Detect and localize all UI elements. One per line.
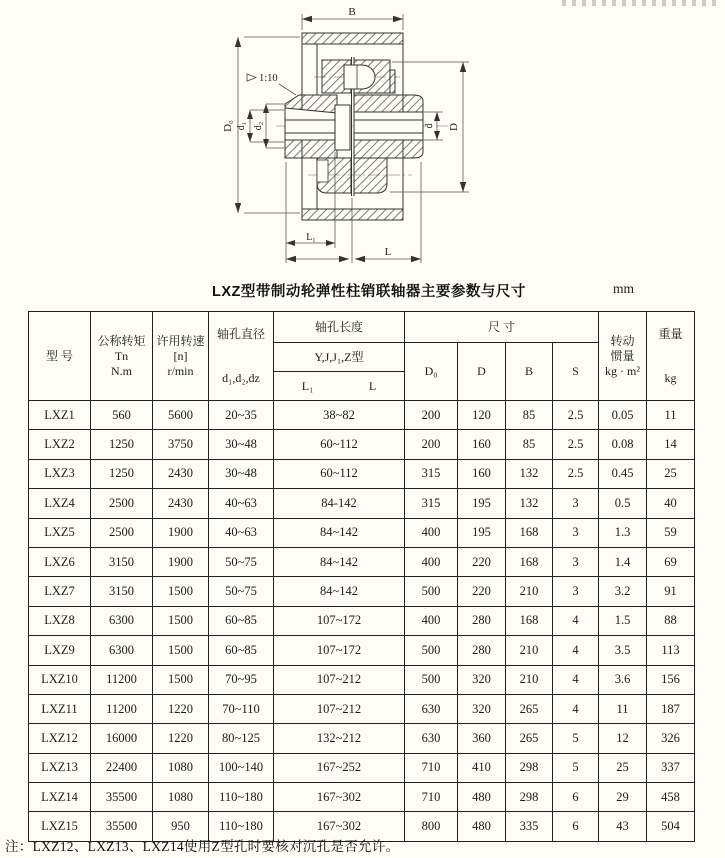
table-cell: 187 [647,694,695,723]
table-cell: 107~212 [274,665,405,694]
table-cell: 110~180 [209,783,274,812]
unit-label: mm [613,281,635,296]
table-body [29,401,695,842]
weight-line1: 重量 [658,326,683,341]
table-cell: LXZ4 [29,489,91,518]
technical-drawing [0,0,725,272]
table-cell: 6 [553,812,599,841]
table-cell: 265 [506,724,553,753]
table-cell: 500 [405,665,458,694]
table-cell: 25 [647,459,695,488]
table-cell: 70~95 [209,665,274,694]
table-cell: 132 [506,459,553,488]
dim-label-l: L [384,246,392,258]
table-cell: 14 [647,430,695,459]
table-cell: 3750 [153,430,209,459]
speed-line2: [n] [173,348,188,363]
table-cell: 6300 [91,606,153,635]
table-cell: 84~142 [274,547,405,576]
table-cell: 3150 [91,577,153,606]
table-cell: 265 [506,694,553,723]
col-header-weight [647,312,695,401]
table-cell: 0.05 [599,401,647,430]
table-cell: 60~112 [274,430,405,459]
table-cell: LXZ10 [29,665,91,694]
table-cell: 500 [405,577,458,606]
inertia-line1: 转动 [610,333,635,348]
table-cell: 1250 [91,430,153,459]
table-cell: 132 [506,489,553,518]
table-cell: 84~142 [274,577,405,606]
table-cell: LXZ13 [29,753,91,782]
table-cell: 91 [647,577,695,606]
table-cell: 1250 [91,459,153,488]
table-cell: 2.5 [553,459,599,488]
table-cell: 200 [405,430,458,459]
table-cell: LXZ8 [29,606,91,635]
taper-label: 1:10 [259,73,278,84]
col-header-speed [153,312,209,401]
col-header-dimensions [405,312,599,343]
table-cell: 1080 [153,753,209,782]
table-cell: LXZ14 [29,783,91,812]
table-cell: 4 [553,636,599,665]
table-cell: LXZ1 [29,401,91,430]
d0-label: D₀ [424,364,438,378]
table-cell: 3.6 [599,665,647,694]
table-cell: 210 [506,636,553,665]
table-cell: 168 [506,518,553,547]
table-cell: 4 [553,606,599,635]
table-row [29,783,695,812]
table-cell: LXZ2 [29,430,91,459]
table-cell: 113 [647,636,695,665]
table-cell: 3 [553,547,599,576]
table-cell: 1.5 [599,606,647,635]
upper-flanges [322,60,395,93]
table-cell: 320 [458,665,506,694]
table-cell: LXZ6 [29,547,91,576]
l1-label: L₁ [301,378,314,393]
col-header-model-label: 型 号 [45,348,73,363]
right-hub [354,95,423,158]
table-cell: 400 [405,606,458,635]
bore-line2: d₁,d₂,dz [222,370,260,385]
table-row [29,518,695,547]
table-cell: 12 [599,724,647,753]
table-row [29,459,695,488]
table-cell: 1220 [153,724,209,753]
table-cell: 220 [458,547,506,576]
table-cell: 69 [647,547,695,576]
table-row [29,430,695,459]
table-cell: 4 [553,694,599,723]
col-header-s [553,343,599,401]
table-cell: 88 [647,606,695,635]
table-cell: 1220 [153,694,209,723]
table-cell: 11 [599,694,647,723]
table-cell: 210 [506,577,553,606]
table-cell: 315 [405,489,458,518]
table-row [29,401,695,430]
table-cell: 2430 [153,489,209,518]
table-cell: 400 [405,547,458,576]
table-cell: 60~85 [209,606,274,635]
col-header-bore-dia [209,312,274,401]
table-cell: 1900 [153,547,209,576]
table-cell: 2500 [91,489,153,518]
table-cell: 5600 [153,401,209,430]
table-cell: 40~63 [209,518,274,547]
col-header-d0 [405,343,458,401]
dim-label-d1: d₁ [236,121,247,131]
table-cell: 410 [458,753,506,782]
table-cell: 480 [458,812,506,841]
table-cell: 1500 [153,636,209,665]
b-label: B [524,364,533,378]
table-cell: 3 [553,518,599,547]
table-cell: 168 [506,606,553,635]
table-cell: 43 [599,812,647,841]
table-cell: 337 [647,753,695,782]
table-cell: LXZ15 [29,812,91,841]
table-cell: 560 [91,401,153,430]
table-cell: 1500 [153,577,209,606]
table-cell: 132~212 [274,724,405,753]
table-cell: 326 [647,724,695,753]
d-label: D [477,364,486,378]
dim-label-big-d: D [448,123,460,131]
pin-boss [335,105,350,150]
table-cell: 11200 [91,665,153,694]
table-cell: 3.5 [599,636,647,665]
table-cell: 280 [458,606,506,635]
table-cell: 360 [458,724,506,753]
table-cell: 710 [405,783,458,812]
table-cell: 500 [405,636,458,665]
table-cell: 167~302 [274,812,405,841]
page-title: LXZ型带制动轮弹性柱销联轴器主要参数与尺寸 [212,284,526,300]
table-cell: 84~142 [274,518,405,547]
table-cell: 0.08 [599,430,647,459]
dimensions-label: 尺 寸 [488,319,516,334]
table-row [29,636,695,665]
table-cell: 40~63 [209,489,274,518]
table-cell: 0.5 [599,489,647,518]
table-cell: 3 [553,489,599,518]
table-cell: 280 [458,636,506,665]
table-cell: 2.5 [553,401,599,430]
speed-line3: r/min [167,363,194,378]
table-cell: 20~35 [209,401,274,430]
table-cell: 16000 [91,724,153,753]
parameters-table [28,311,695,842]
table-cell: LXZ12 [29,724,91,753]
table-cell: 160 [458,459,506,488]
table-cell: 200 [405,401,458,430]
table-cell: 107~172 [274,606,405,635]
table-cell: LXZ3 [29,459,91,488]
table-row [29,577,695,606]
table-cell: 5 [553,724,599,753]
table-cell: 35500 [91,812,153,841]
table-cell: 29 [599,783,647,812]
table-cell: 11 [647,401,695,430]
table-cell: 800 [405,812,458,841]
table-cell: 2500 [91,518,153,547]
table-cell: 4 [553,665,599,694]
table-cell: 160 [458,430,506,459]
table-cell: 84-142 [274,489,405,518]
table-cell: 1500 [153,665,209,694]
table-cell: 1900 [153,518,209,547]
table-cell: 120 [458,401,506,430]
table-cell: 156 [647,665,695,694]
table-header [29,312,695,401]
table-cell: 710 [405,753,458,782]
table-cell: 70~110 [209,694,274,723]
table-cell: 100~140 [209,753,274,782]
table-cell: 2.5 [553,430,599,459]
table-cell: 630 [405,724,458,753]
col-header-d [458,343,506,401]
table-cell: 6300 [91,636,153,665]
table-row [29,724,695,753]
table-cell: 1080 [153,783,209,812]
col-header-l1-l [274,372,405,401]
table-cell: 950 [153,812,209,841]
table-row [29,753,695,782]
table-cell: 80~125 [209,724,274,753]
table-cell: 25 [599,753,647,782]
table-cell: 30~48 [209,430,274,459]
table-cell: 1.3 [599,518,647,547]
s-label: S [572,364,579,378]
table-cell: 167~302 [274,783,405,812]
dim-label-d: d [424,123,435,129]
table-cell: 3.2 [599,577,647,606]
table-cell: 167~252 [274,753,405,782]
table-cell: 2430 [153,459,209,488]
table-cell: 458 [647,783,695,812]
table-cell: 210 [506,665,553,694]
footnote: 注：LXZ12、LXZ13、LXZ14使用Z型孔时要核对沉孔是否允许。 [5,839,400,854]
table-cell: 5 [553,753,599,782]
table-cell: LXZ11 [29,694,91,723]
inertia-line2: 惯量 [610,348,635,363]
table-cell: 38~82 [274,401,405,430]
dim-label-b: B [348,6,356,18]
table-cell: 107~172 [274,636,405,665]
table-cell: 59 [647,518,695,547]
col-header-bore-types [274,343,405,372]
table-cell: 1.4 [599,547,647,576]
table-cell: 298 [506,753,553,782]
table-cell: 6 [553,783,599,812]
table-cell: 60~85 [209,636,274,665]
col-header-b [506,343,553,401]
table-cell: 504 [647,812,695,841]
table-cell: 22400 [91,753,153,782]
col-header-inertia [599,312,647,401]
bore-line1: 轴孔直径 [216,326,265,341]
table-cell: 298 [506,783,553,812]
table-cell: 11200 [91,694,153,723]
torque-line1: 公称转矩Tn [97,333,146,363]
table-cell: 85 [506,401,553,430]
taper-symbol [247,74,256,81]
table-cell: LXZ5 [29,518,91,547]
table-cell: 35500 [91,783,153,812]
table-row [29,665,695,694]
table-cell: 110~180 [209,812,274,841]
table-cell: 3150 [91,547,153,576]
left-hub [285,95,337,158]
weight-line2: kg [664,370,677,385]
bore-types-label: Y,J,J₁,Z型 [314,349,364,364]
col-header-bore-length [274,312,405,343]
table-cell: 630 [405,694,458,723]
dim-label-l1: L₁ [306,232,316,243]
table-cell: 1500 [153,606,209,635]
col-header-torque [91,312,153,401]
table-cell: LXZ7 [29,577,91,606]
table-cell: 50~75 [209,547,274,576]
col-header-model [29,312,91,401]
table-cell: 400 [405,518,458,547]
speed-line1: 许用转速 [156,333,205,348]
l-label: L [368,378,377,393]
table-cell: 0.45 [599,459,647,488]
table-row [29,694,695,723]
table-cell: 50~75 [209,577,274,606]
table-cell: 3 [553,577,599,606]
dim-label-d2: d₂ [253,121,264,131]
table-cell: 30~48 [209,459,274,488]
table-cell: LXZ9 [29,636,91,665]
table-row [29,547,695,576]
table-cell: 168 [506,547,553,576]
table-cell: 60~112 [274,459,405,488]
table-cell: 335 [506,812,553,841]
table-cell: 220 [458,577,506,606]
table-cell: 195 [458,489,506,518]
table-row [29,606,695,635]
torque-line2: N.m [111,363,132,378]
dim-label-d0: D₀ [222,120,234,132]
bore-length-label: 轴孔长度 [314,319,363,334]
table-cell: 85 [506,430,553,459]
table-cell: 107~212 [274,694,405,723]
elastic-pin [344,65,375,89]
table-cell: 480 [458,783,506,812]
table-cell: 315 [405,459,458,488]
table-row [29,489,695,518]
inertia-line3: kg · m² [605,363,640,378]
table-cell: 320 [458,694,506,723]
table-cell: 195 [458,518,506,547]
table-cell: 40 [647,489,695,518]
